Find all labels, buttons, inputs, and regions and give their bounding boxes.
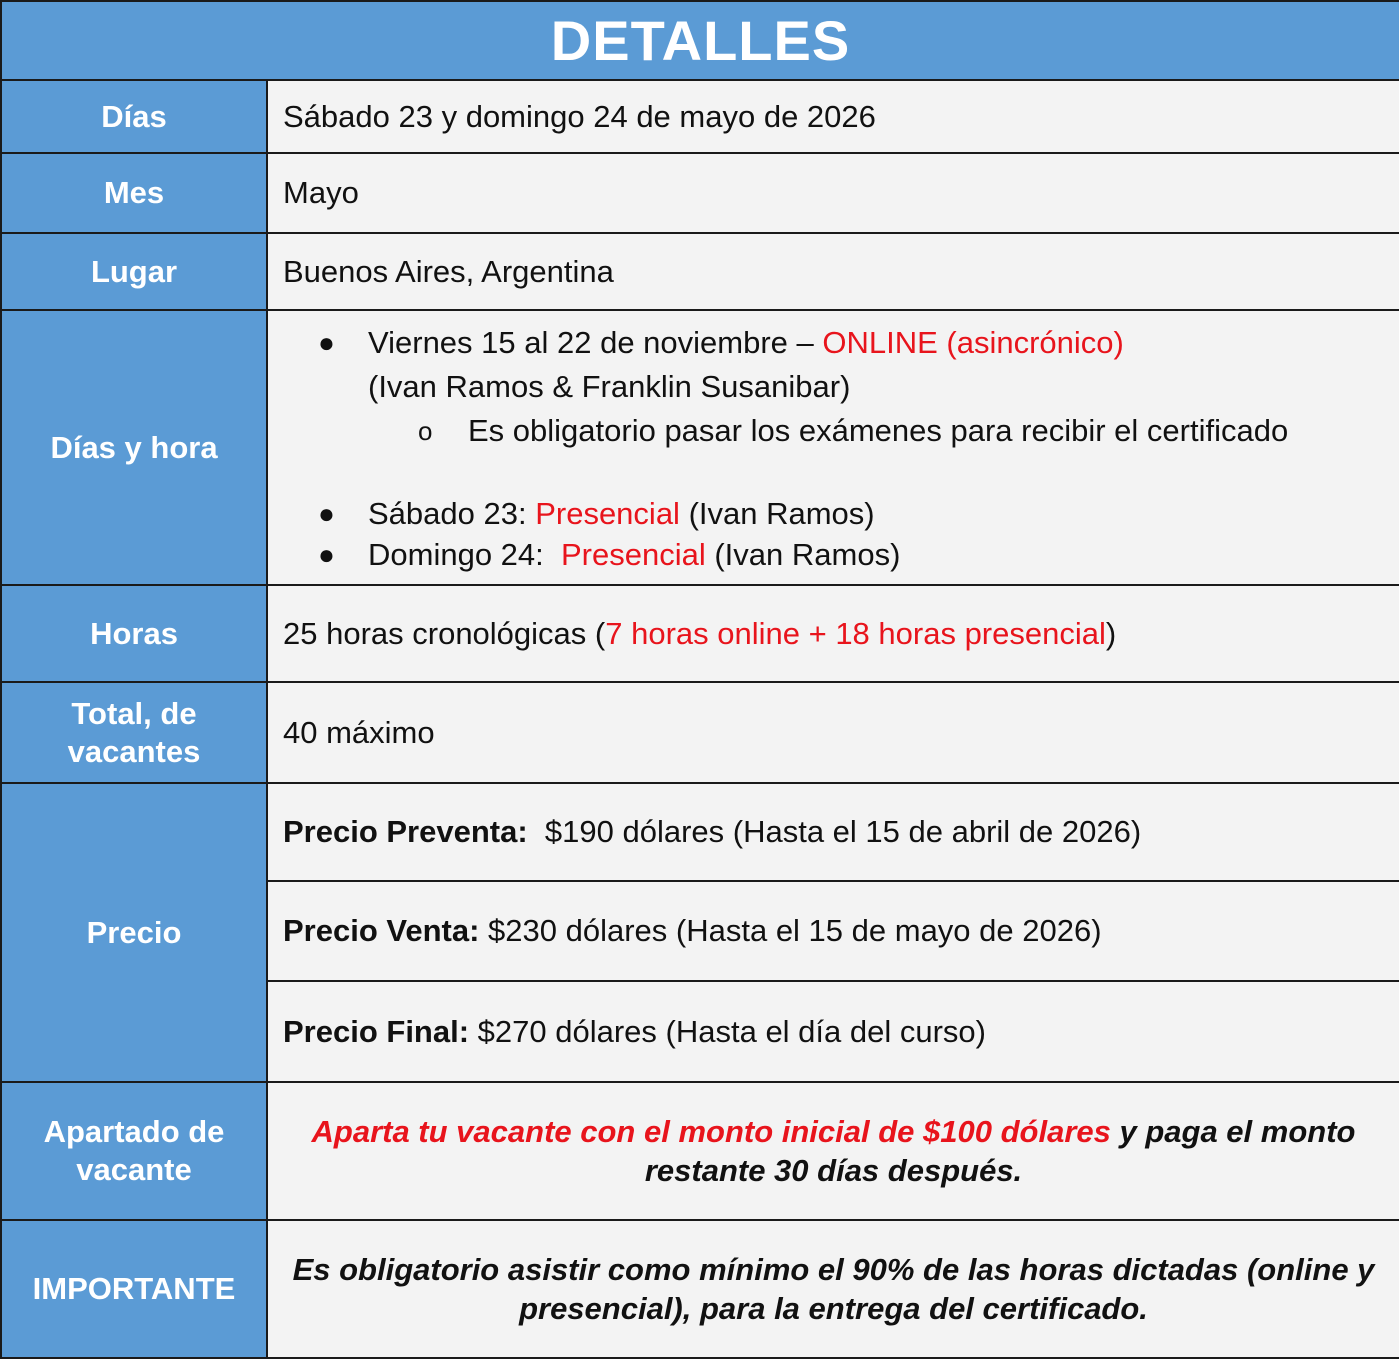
- list-item: [268, 493, 1399, 534]
- label-horas: Horas: [1, 585, 267, 682]
- label-vacantes: [1, 682, 267, 783]
- row-vacantes: [1, 682, 1399, 783]
- schedule-sunday-mode: Presencial: [561, 537, 706, 572]
- schedule-list: [268, 311, 1399, 575]
- label-vacantes-line2: vacantes: [67, 733, 201, 769]
- bullet-icon: ●: [318, 327, 335, 358]
- label-apartado: [1, 1082, 267, 1220]
- value-dias: Sábado 23 y domingo 24 de mayo de 2026: [267, 80, 1399, 153]
- apartado-rest: y paga el monto restante 30 días después.: [644, 1114, 1356, 1188]
- value-apartado: [267, 1082, 1399, 1220]
- row-dias: [1, 80, 1399, 153]
- final-label: Precio Final:: [283, 1013, 470, 1049]
- row-apartado: [1, 1082, 1399, 1220]
- preventa-label: Precio Preventa:: [283, 814, 528, 849]
- label-apartado-line2: vacante: [76, 1152, 192, 1187]
- label-lugar: Lugar: [1, 233, 267, 310]
- row-precio-preventa: [1, 783, 1399, 881]
- row-importante: [1, 1220, 1399, 1358]
- bullet-icon: ●: [318, 539, 335, 570]
- label-importante: IMPORTANTE: [1, 1220, 267, 1358]
- schedule-saturday-instructor: (Ivan Ramos): [679, 496, 875, 531]
- label-precio: Precio: [1, 783, 267, 1082]
- label-apartado-line1: Apartado de: [43, 1114, 225, 1149]
- circle-bullet-icon: o: [418, 416, 433, 446]
- list-item: [268, 321, 1399, 365]
- final-value: $270 dólares (Hasta el día del curso): [469, 1013, 986, 1049]
- label-dias: Días: [1, 80, 267, 153]
- schedule-sunday-instructor: (Ivan Ramos): [705, 537, 901, 572]
- venta-label: Precio Venta:: [283, 913, 480, 948]
- table-title: DETALLES: [1, 1, 1399, 80]
- schedule-online-instructors: (Ivan Ramos & Franklin Susanibar): [368, 369, 851, 404]
- row-dias-hora: [1, 310, 1399, 585]
- value-precio-venta: [267, 881, 1399, 981]
- value-importante: Es obligatorio asistir como mínimo el 90% de las horas dictadas (online y presencial), para la entrega del certificado.: [267, 1220, 1399, 1358]
- label-mes: Mes: [1, 153, 267, 233]
- schedule-online-mode: ONLINE (asincrónico): [822, 325, 1124, 360]
- row-horas: [1, 585, 1399, 682]
- value-precio-final: [267, 981, 1399, 1082]
- apartado-highlight: Aparta tu vacante con el monto inicial de $100 dólares: [311, 1114, 1111, 1149]
- value-mes: Mayo: [267, 153, 1399, 233]
- row-lugar: [1, 233, 1399, 310]
- horas-close: ): [1105, 615, 1117, 651]
- row-mes: [1, 153, 1399, 233]
- value-lugar: Buenos Aires, Argentina: [267, 233, 1399, 310]
- schedule-saturday-text: Sábado 23:: [368, 496, 536, 531]
- label-vacantes-line1: Total, de: [71, 695, 197, 731]
- value-dias-hora: [267, 310, 1399, 585]
- bullet-icon: ●: [318, 498, 335, 529]
- schedule-sunday-text: Domingo 24:: [368, 537, 561, 572]
- preventa-value: $190 dólares (Hasta el 15 de abril de 2026): [527, 814, 1142, 849]
- list-item: [268, 534, 1399, 575]
- label-dias-hora: Días y hora: [1, 310, 267, 585]
- value-horas: [267, 585, 1399, 682]
- schedule-online-text: Viernes 15 al 22 de noviembre –: [368, 325, 823, 360]
- schedule-saturday-mode: Presencial: [535, 496, 680, 531]
- list-subitem: [268, 409, 1399, 453]
- value-vacantes: 40 máximo: [267, 682, 1399, 783]
- value-precio-preventa: [267, 783, 1399, 881]
- schedule-exam-note: Es obligatorio pasar los exámenes para recibir el certificado: [468, 413, 1289, 448]
- venta-value: $230 dólares (Hasta el 15 de mayo de 2026): [479, 913, 1102, 948]
- horas-text: 25 horas cronológicas (: [283, 615, 606, 651]
- horas-breakdown: 7 horas online + 18 horas presencial: [605, 615, 1106, 651]
